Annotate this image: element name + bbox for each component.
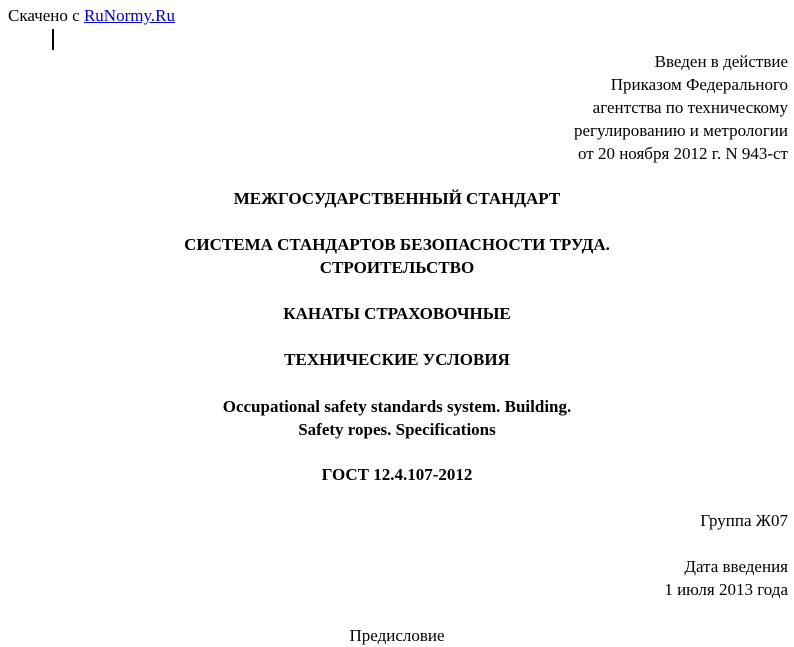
english-title-line-2: Safety ropes. Specifications bbox=[298, 420, 496, 439]
approval-line-2: Приказом Федерального bbox=[610, 75, 788, 94]
group-label: Группа Ж07 bbox=[700, 511, 788, 530]
text-cursor bbox=[52, 29, 54, 50]
intro-date-value: 1 июля 2013 года bbox=[664, 580, 788, 599]
foreword-heading: Предисловие bbox=[349, 626, 445, 645]
source-line bbox=[8, 5, 175, 27]
approval-line-4: регулированию и метрологии bbox=[573, 121, 788, 140]
approval-line-3: агентства по техническому bbox=[592, 98, 788, 117]
system-title-line-1: СИСТЕМА СТАНДАРТОВ БЕЗОПАСНОСТИ ТРУДА. bbox=[184, 235, 610, 254]
subject-heading: КАНАТЫ СТРАХОВОЧНЫЕ bbox=[283, 304, 511, 323]
standard-type-heading: МЕЖГОСУДАРСТВЕННЫЙ СТАНДАРТ bbox=[233, 189, 561, 208]
intro-date-label: Дата введения bbox=[684, 557, 788, 576]
standard-code: ГОСТ 12.4.107-2012 bbox=[321, 465, 473, 484]
spec-heading: ТЕХНИЧЕСКИЕ УСЛОВИЯ bbox=[284, 350, 510, 369]
approval-line-5: от 20 ноября 2012 г. N 943-ст bbox=[578, 144, 788, 163]
system-title-line-2: СТРОИТЕЛЬСТВО bbox=[319, 258, 475, 277]
downloaded-prefix: Скачено с bbox=[8, 6, 84, 25]
english-title-line-1: Occupational safety standards system. Building. bbox=[222, 397, 572, 416]
approval-line-1: Введен в действие bbox=[654, 52, 788, 71]
site-link[interactable]: RuNormy.Ru bbox=[83, 6, 175, 25]
